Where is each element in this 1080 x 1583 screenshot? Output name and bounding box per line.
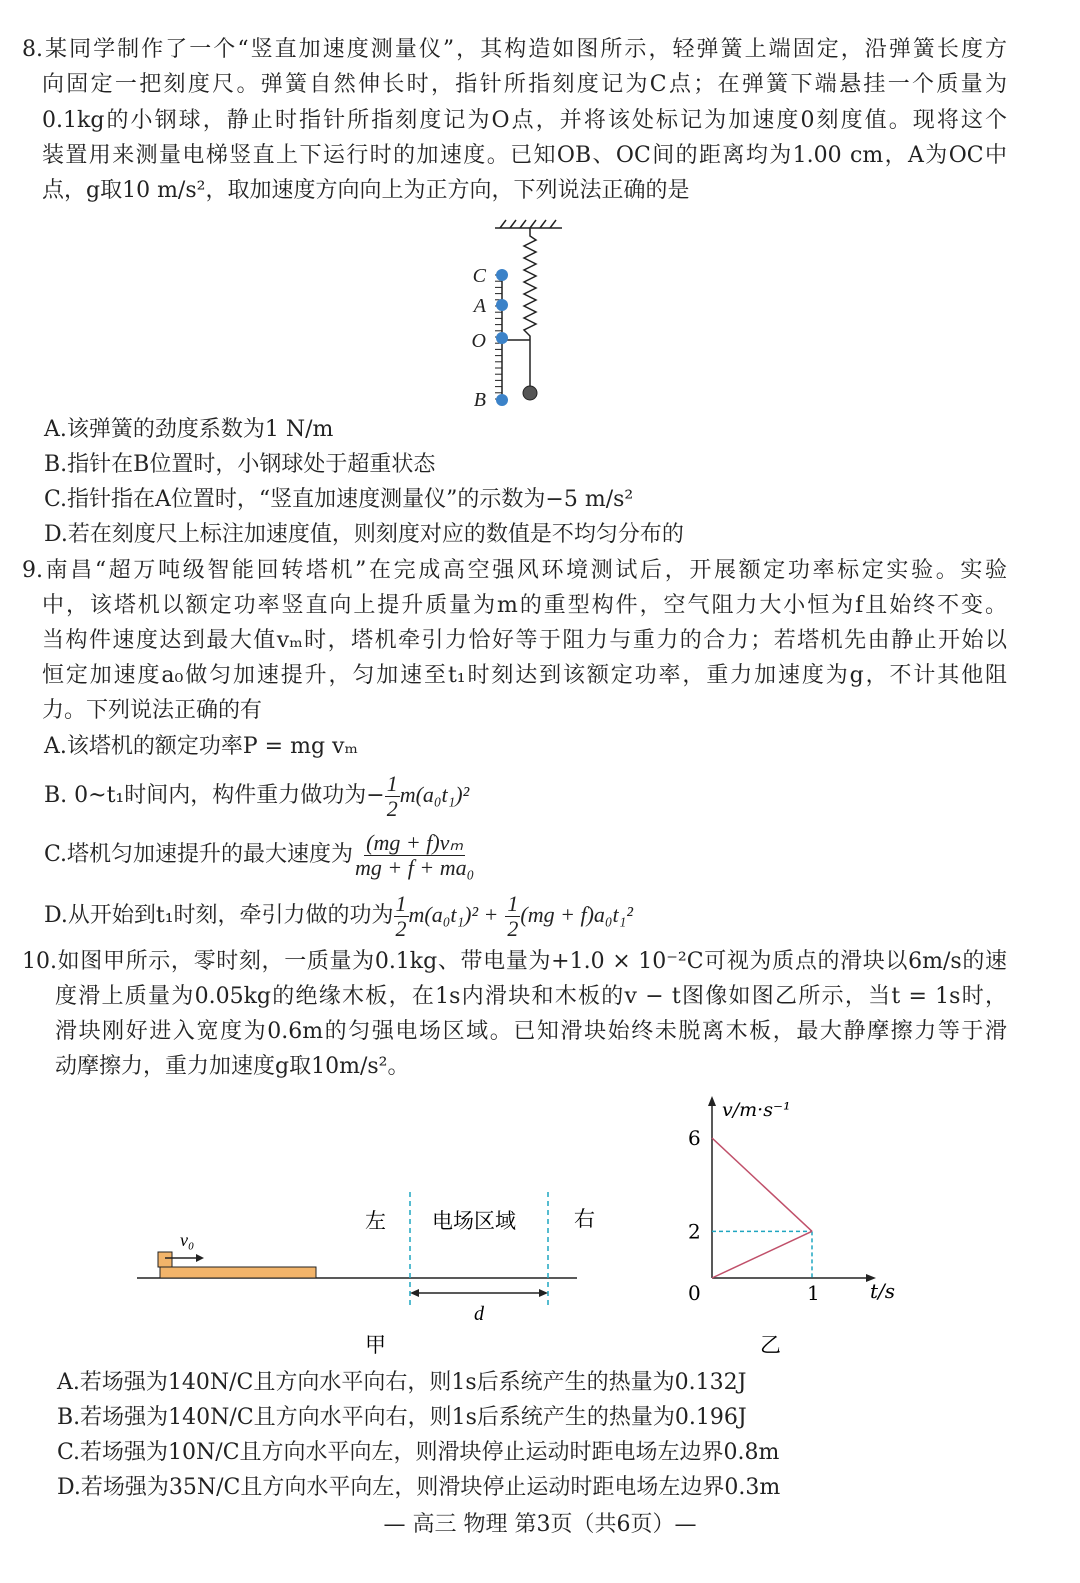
label-c: C: [472, 265, 486, 287]
label-b: B: [473, 389, 486, 411]
caption-jia: 甲: [365, 1333, 386, 1357]
q8-option-a: A.该弹簧的劲度系数为1 N/m: [44, 417, 334, 442]
q8-option-c: C.指针指在A位置时，“竖直加速度测量仪”的示数为−5 m/s²: [44, 487, 634, 512]
q9-line: 力。下列说法正确的有: [42, 698, 263, 723]
q9-line: 中，该塔机以额定功率竖直向上提升质量为m的重型构件，空气阻力大小恒为f且始终不变。: [42, 593, 1007, 618]
q9-option-b: B. 0~t₁时间内，构件重力做功为− $\frac{1}{2}$ m(a₀t₁)²: [44, 770, 470, 821]
q8-option-d: D.若在刻度尺上标注加速度值，则刻度对应的数值是不均匀分布的: [44, 522, 684, 547]
figure-jia: [137, 1192, 595, 1357]
q8-line: 点，g取10 m/s²，取加速度方向向上为正方向，下列说法正确的是: [42, 178, 690, 203]
q10-line: 10.如图甲所示，零时刻，一质量为0.1kg、带电量为+1.0 × 10⁻²C可视为质点的滑块以6m/s的速: [22, 949, 1007, 974]
q9-line: 9.南昌“超万吨级智能回转塔机”在完成高空强风环境测试后，开展额定功率标定实验。实验: [22, 558, 1007, 583]
left-label: 左: [365, 1209, 386, 1233]
x-axis-label: t/s: [870, 1279, 896, 1303]
board: [160, 1267, 316, 1278]
page-footer: — 高三 物理 第3页（共6页）—: [383, 1512, 697, 1537]
q9-option-a: A.该塔机的额定功率P = mg vₘ: [44, 734, 358, 759]
q10-option-b: B.若场强为140N/C且方向水平向右，则1s后系统产生的热量为0.196J: [57, 1405, 747, 1430]
v0-label: v₀: [180, 1230, 195, 1250]
q9-option-c: C.塔机匀加速提升的最大速度为 $\frac{\text{(mg + f)vₘ}}{\text{mg + f + ma₀}}$: [44, 829, 475, 880]
field-label: 电场区域: [432, 1209, 516, 1233]
caption-yi: 乙: [760, 1333, 781, 1357]
series-line-滑块: [712, 1138, 812, 1231]
q9-line: 恒定加速度a₀做匀加速提升，匀加速至t₁时刻达到该额定功率，重力加速度为g，不计其他阻: [42, 663, 1007, 688]
y-tick-label: 2: [688, 1219, 701, 1244]
right-label: 右: [574, 1207, 595, 1231]
x-tick-label: 1: [807, 1281, 820, 1305]
q10-line: 动摩擦力，重力加速度g取10m/s²。: [55, 1054, 410, 1079]
q8-line: 0.1kg的小钢球，静止时指针所指刻度记为O点，并将该处标记为加速度0刻度值。现将这个: [42, 108, 1007, 133]
y-axis-label: v/m·s⁻¹: [722, 1099, 791, 1121]
q10-option-a: A.若场强为140N/C且方向水平向右，则1s后系统产生的热量为0.132J: [57, 1370, 747, 1395]
series-line-木板: [712, 1231, 812, 1278]
q8-line: 8.某同学制作了一个“竖直加速度测量仪”，其构造如图所示，轻弹簧上端固定，沿弹簧长度方: [22, 37, 1007, 62]
q9-line: 当构件速度达到最大值vₘ时，塔机牵引力恰好等于阻力与重力的合力；若塔机先由静止开始以: [42, 628, 1007, 653]
figure-yi-vt-graph: [688, 1096, 895, 1305]
q10-line: 滑块刚好进入宽度为0.6m的匀强电场区域。已知滑块始终未脱离木板，最大静摩擦力等于滑: [55, 1019, 1007, 1044]
q10-line: 度滑上质量为0.05kg的绝缘木板，在1s内滑块和木板的v − t图像如图乙所示，当t = 1s时，: [55, 984, 1007, 1009]
q8-option-b: B.指针在B位置时，小钢球处于超重状态: [44, 452, 436, 477]
arrow-icon: [196, 1254, 204, 1262]
y-tick-label: 0: [688, 1281, 701, 1305]
d-label: d: [474, 1303, 484, 1325]
slider-block: [158, 1252, 172, 1267]
y-axis-arrow: [708, 1096, 716, 1106]
y-tick-label: 6: [688, 1126, 701, 1150]
q8-line: 向固定一把刻度尺。弹簧自然伸长时，指针所指刻度记为C点；在弹簧下端悬挂一个质量为: [42, 72, 1007, 97]
label-o: O: [471, 330, 486, 352]
q10-option-d: D.若场强为35N/C且方向水平向左，则滑块停止运动时距电场左边界0.3m: [57, 1475, 781, 1500]
q9-option-d: D.从开始到t₁时刻，牵引力做的功为 $\frac{1}{2}$ m(a₀t₁)² + $\frac{1}{2}$ (mg + f)a₀t₁²: [44, 890, 633, 941]
label-a: A: [473, 295, 486, 317]
q8-line: 装置用来测量电梯竖直上下运行时的加速度。已知OB、OC间的距离均为1.00 cm，A为OC中: [42, 143, 1007, 168]
q10-option-c: C.若场强为10N/C且方向水平向左，则滑块停止运动时距电场左边界0.8m: [57, 1440, 780, 1465]
